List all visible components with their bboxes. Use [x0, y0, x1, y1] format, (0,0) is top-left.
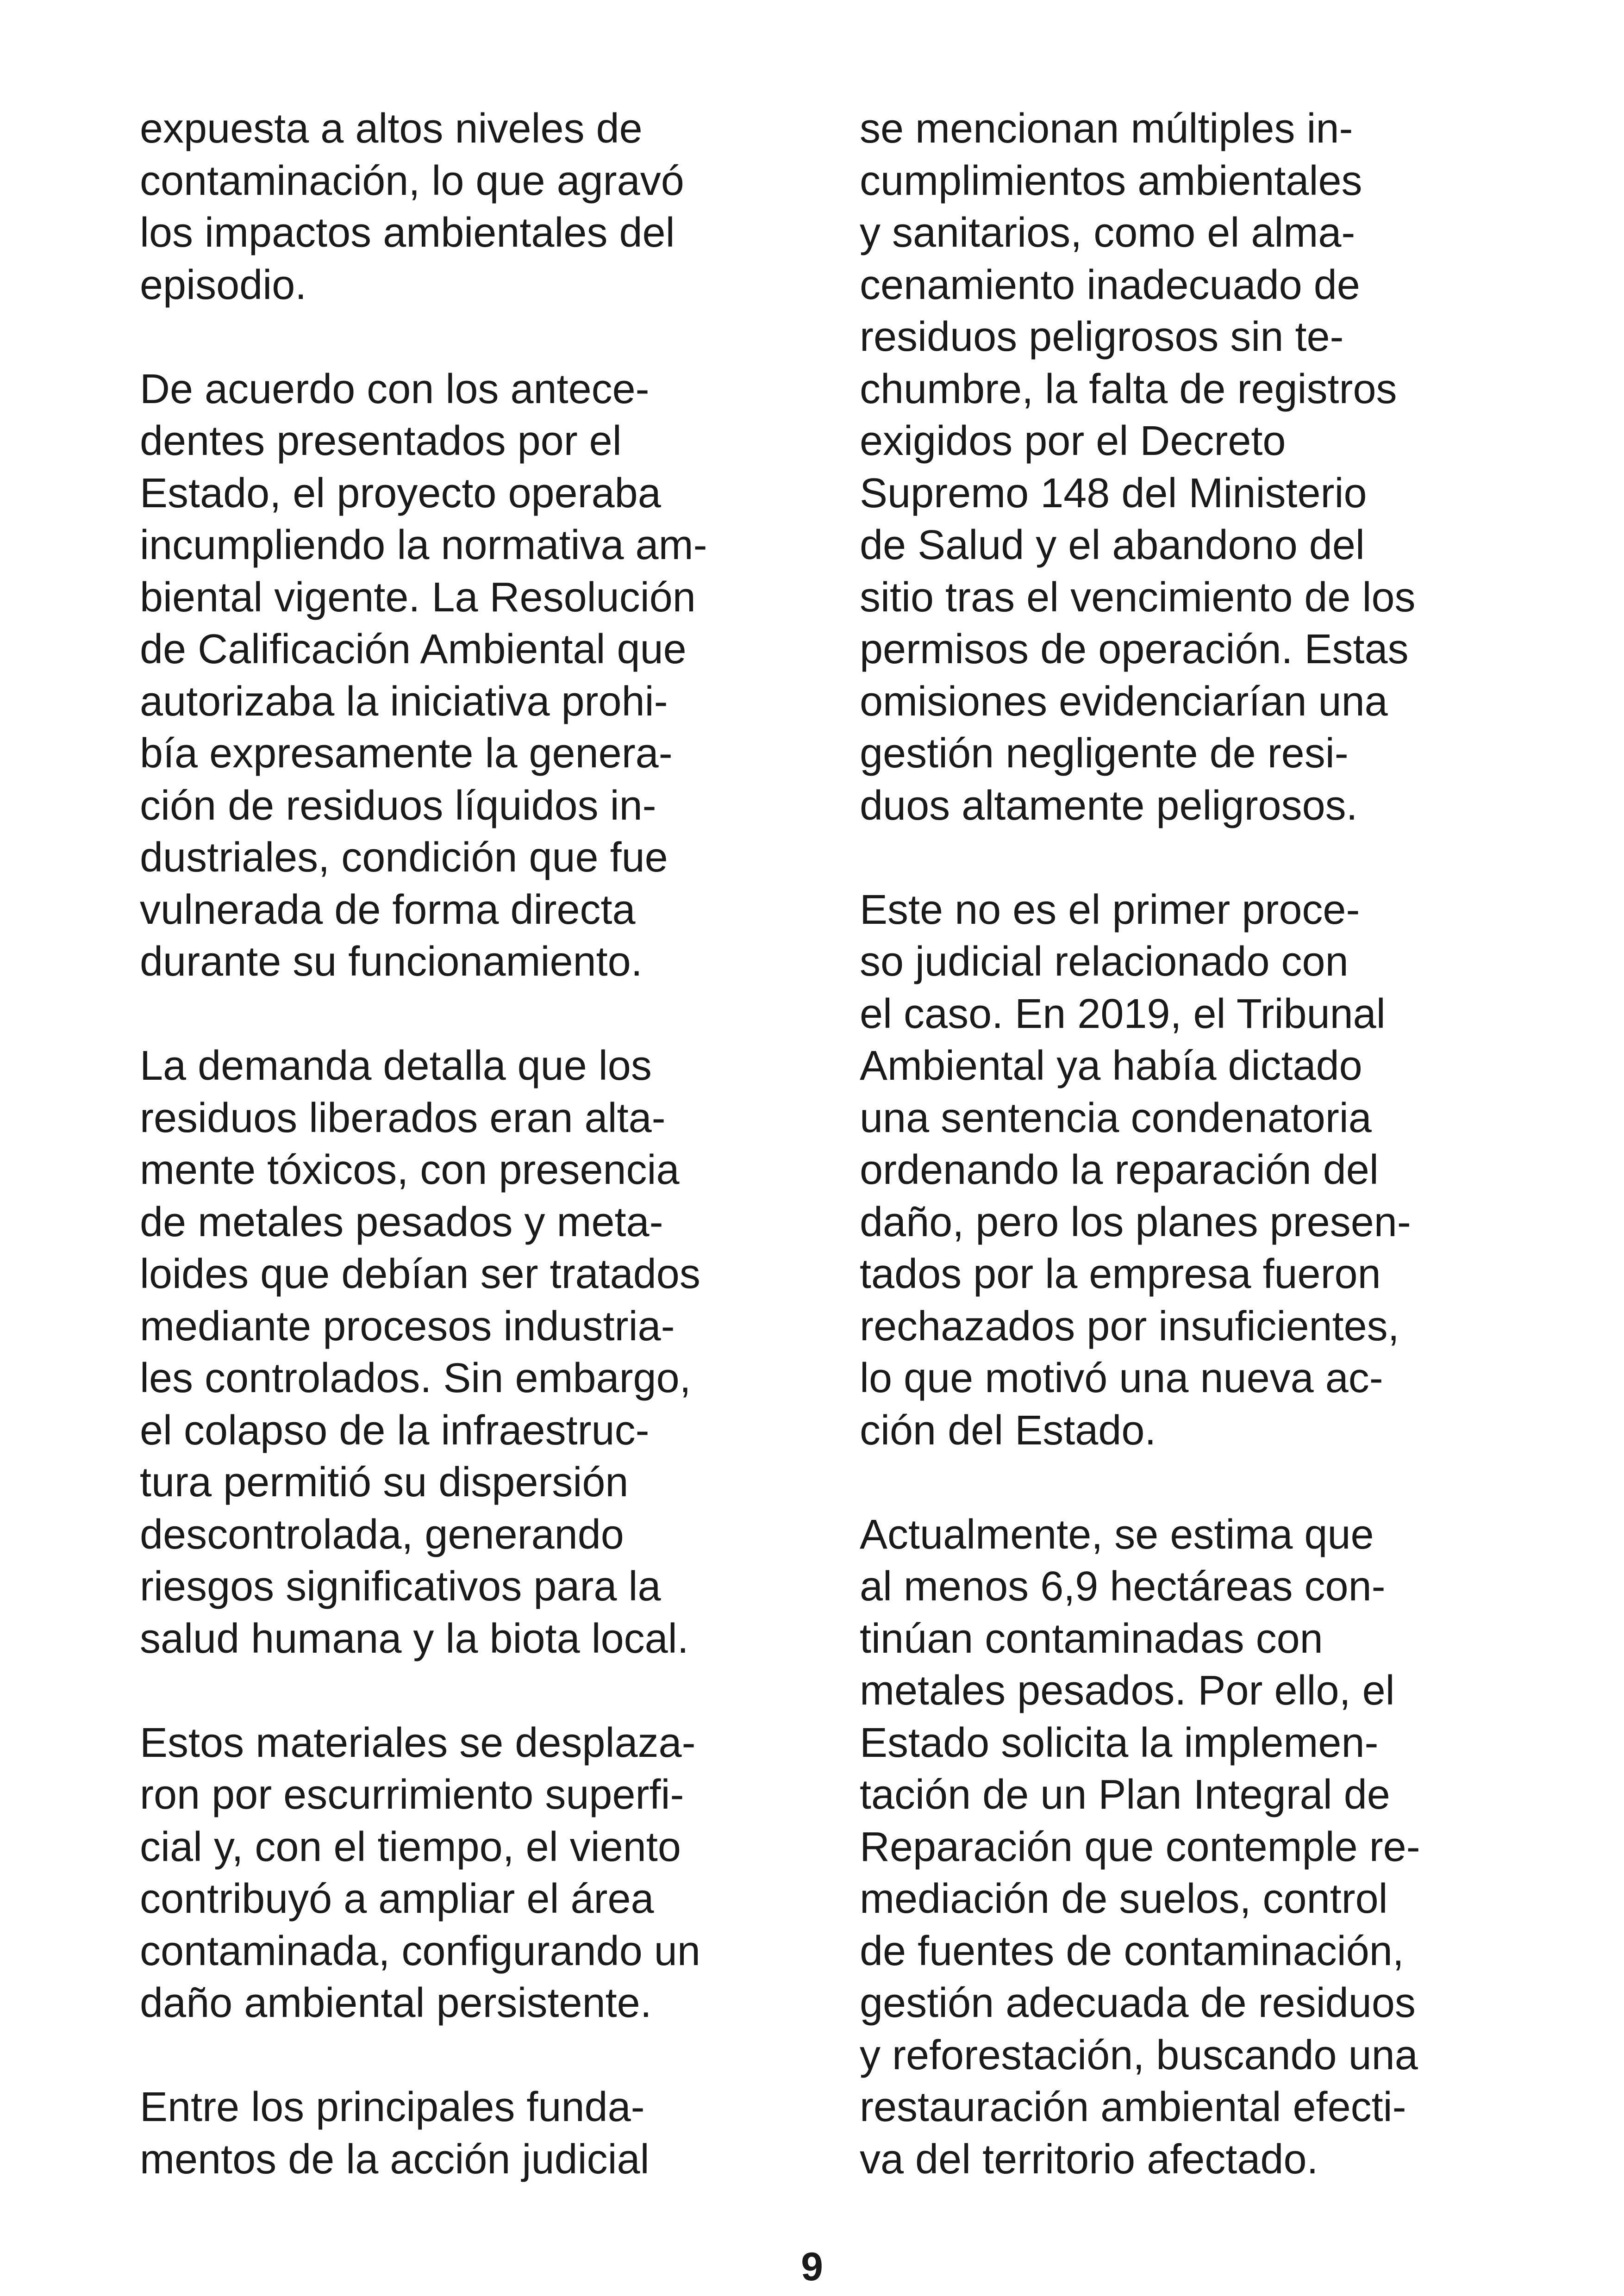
text-line: sitio tras el vencimiento de los: [860, 574, 1416, 621]
text-line: cenamiento inadecuado de: [860, 261, 1360, 308]
right-column: [860, 103, 1517, 2238]
text-line: Actualmente, se estima que: [860, 1511, 1374, 1558]
text-line: los impactos ambientales del: [140, 210, 675, 256]
text-line: loides que debían ser tratados: [140, 1251, 700, 1297]
text-line: y reforestación, buscando una: [860, 2032, 1418, 2078]
text-line: daño, pero los planes presen-: [860, 1199, 1411, 1245]
text-line: residuos peligrosos sin te-: [860, 314, 1344, 360]
text-line: mediación de suelos, control: [860, 1876, 1388, 1922]
text-line: chumbre, la falta de registros: [860, 366, 1397, 412]
text-line: gestión negligente de resi-: [860, 730, 1349, 777]
text-line: les controlados. Sin embargo,: [140, 1355, 691, 1401]
text-line: de fuentes de contaminación,: [860, 1928, 1404, 1974]
text-line: duos altamente peligrosos.: [860, 782, 1358, 829]
text-line: gestión adecuada de residuos: [860, 1980, 1416, 2026]
paragraph: [140, 2081, 797, 2185]
text-line: biental vigente. La Resolución: [140, 574, 696, 621]
text-line: de metales pesados y meta-: [140, 1199, 663, 1245]
text-line: tación de un Plan Integral de: [860, 1772, 1390, 1818]
text-line: Entre los principales funda-: [140, 2084, 645, 2130]
text-line: el caso. En 2019, el Tribunal: [860, 990, 1386, 1037]
text-line: bía expresamente la genera-: [140, 730, 673, 777]
text-line: va del territorio afectado.: [860, 2136, 1318, 2183]
text-line: permisos de operación. Estas: [860, 626, 1409, 672]
text-line: y sanitarios, como el alma-: [860, 210, 1355, 256]
text-line: Supremo 148 del Ministerio: [860, 470, 1367, 516]
text-line: omisiones evidenciarían una: [860, 678, 1388, 725]
text-line: expuesta a altos niveles de: [140, 106, 643, 152]
text-line: riesgos significativos para la: [140, 1563, 661, 1610]
text-line: contaminación, lo que agravó: [140, 157, 684, 204]
text-line: ordenando la reparación del: [860, 1147, 1379, 1193]
text-line: ron por escurrimiento superfi-: [140, 1772, 684, 1818]
text-line: ción de residuos líquidos in-: [140, 782, 656, 829]
text-line: tura permitió su dispersión: [140, 1459, 629, 1506]
paragraph: [140, 103, 797, 311]
page-number: 9: [801, 2245, 823, 2289]
text-line: restauración ambiental efecti-: [860, 2084, 1406, 2130]
text-line: descontrolada, generando: [140, 1511, 624, 1558]
text-line: Estado solicita la implemen-: [860, 1719, 1379, 1766]
text-line: daño ambiental persistente.: [140, 1980, 652, 2026]
paragraph: [140, 1717, 797, 2029]
paragraph: [140, 1040, 797, 1665]
text-line: lo que motivó una nueva ac-: [860, 1355, 1383, 1401]
text-line: de Calificación Ambiental que: [140, 626, 687, 672]
text-line: cial y, con el tiempo, el viento: [140, 1823, 681, 1870]
text-line: de Salud y el abandono del: [860, 522, 1365, 568]
left-column: [140, 103, 797, 2238]
text-line: De acuerdo con los antece-: [140, 366, 650, 412]
text-line: se mencionan múltiples in-: [860, 106, 1353, 152]
text-line: mediante procesos industria-: [140, 1303, 675, 1350]
text-line: ción del Estado.: [860, 1407, 1156, 1454]
text-line: Reparación que contemple re-: [860, 1823, 1420, 1870]
text-line: cumplimientos ambientales: [860, 157, 1362, 204]
text-line: Ambiental ya había dictado: [860, 1043, 1362, 1089]
text-line: rechazados por insuficientes,: [860, 1303, 1399, 1350]
text-line: Este no es el primer proce-: [860, 886, 1360, 933]
text-line: mente tóxicos, con presencia: [140, 1147, 680, 1193]
text-line: durante su funcionamiento.: [140, 939, 643, 985]
text-line: tados por la empresa fueron: [860, 1251, 1381, 1297]
text-line: tinúan contaminadas con: [860, 1615, 1323, 1662]
text-line: Estado, el proyecto operaba: [140, 470, 661, 516]
text-line: contaminada, configurando un: [140, 1928, 700, 1974]
text-line: vulnerada de forma directa: [140, 886, 636, 933]
paragraph: [860, 103, 1517, 832]
text-line: residuos liberados eran alta-: [140, 1095, 666, 1141]
paragraph: [860, 884, 1517, 1457]
text-line: contribuyó a ampliar el área: [140, 1876, 654, 1922]
text-line: exigidos por el Decreto: [860, 418, 1286, 464]
text-line: La demanda detalla que los: [140, 1043, 652, 1089]
text-line: Estos materiales se desplaza-: [140, 1719, 696, 1766]
text-line: el colapso de la infraestruc-: [140, 1407, 650, 1454]
text-line: una sentencia condenatoria: [860, 1095, 1372, 1141]
text-line: al menos 6,9 hectáreas con-: [860, 1563, 1386, 1610]
paragraph: [860, 1509, 1517, 2186]
text-line: mentos de la acción judicial: [140, 2136, 650, 2183]
paragraph: [140, 363, 797, 988]
text-line: salud humana y la biota local.: [140, 1615, 689, 1662]
text-line: dentes presentados por el: [140, 418, 622, 464]
text-line: dustriales, condición que fue: [140, 834, 668, 881]
text-line: so judicial relacionado con: [860, 939, 1349, 985]
text-line: incumpliendo la normativa am-: [140, 522, 707, 568]
text-line: episodio.: [140, 261, 307, 308]
text-line: metales pesados. Por ello, el: [860, 1668, 1395, 1714]
text-line: autorizaba la iniciativa prohi-: [140, 678, 668, 725]
